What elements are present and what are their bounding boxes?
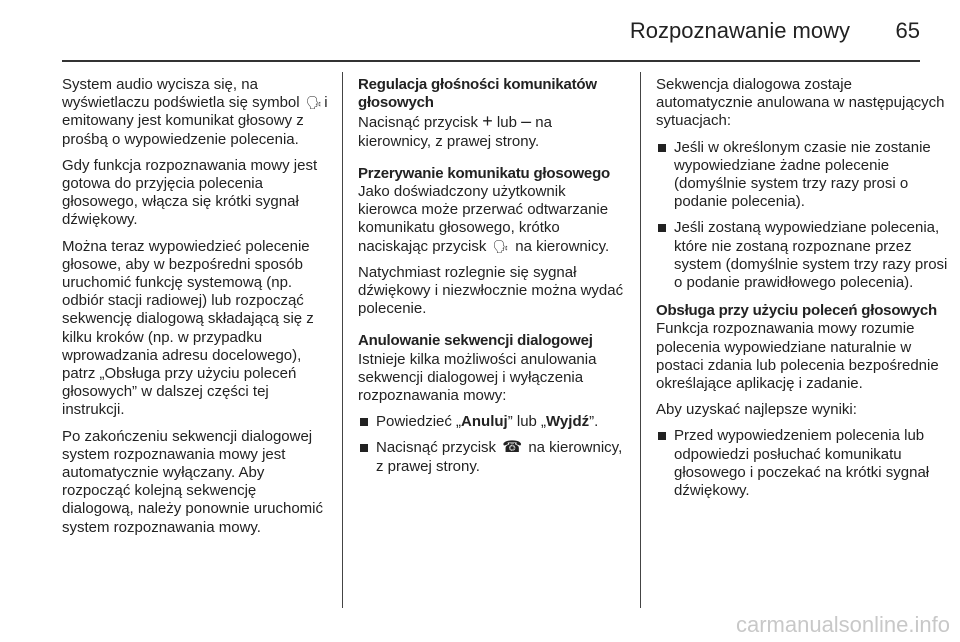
- list-item: Powiedzieć „Anuluj” lub „Wyjdź”.: [358, 413, 628, 431]
- paragraph: Jako doświadczony użytkownik kierowca może przerwać odtwarzanie komunikatu głosowego, krótko naciskając przycisk 🗣︎ na kierownicy.: [358, 183, 610, 255]
- section-heading: Regulacja głośności komunikatów głosowych: [358, 76, 597, 112]
- paragraph: Po zakończeniu sekwencji dialogowej system rozpoznawania mowy jest automatycznie wyłączany. Aby rozpocząć kolejną sekwencję dialogową, należy ponownie uruchomić system rozpoznawania mowy.: [62, 427, 323, 536]
- page-number: 65: [895, 18, 920, 43]
- page-header: [0, 0, 960, 60]
- paragraph: Istnieje kilka możliwości anulowania sekwencji dialogowej i wyłączenia rozpoznawania mowy:: [358, 350, 597, 405]
- paragraph: Natychmiast rozlegnie się sygnał dźwiękowy i niezwłocznie można wydać polecenie.: [358, 263, 624, 318]
- paragraph: Sekwencja dialogowa zostaje automatycznie anulowana w następujących sytuacjach:: [656, 76, 945, 130]
- paragraph: Funkcja rozpoznawania mowy rozumie polecenia wypowiedziane naturalnie w postaci zdania lub polecenia bezpośrednie określające aplikację i zadanie.: [656, 320, 939, 393]
- hang-up-icon: ☎︎: [502, 439, 523, 457]
- voice-icon: 🗣︎: [492, 238, 510, 254]
- voice-icon: 🗣︎: [305, 95, 323, 111]
- list-item: Nacisnąć przycisk ☎︎ na kierownicy, z prawej strony.: [358, 439, 628, 475]
- paragraph: Można teraz wypowiedzieć polecenie głosowe, aby w bezpośredni sposób uruchomić funkcję systemową (np. odbiór stacji radiowej) lub rozpocząć sekwencję dialogową składającą się z kilku kroków (np. w przypadku wprowadzania adresu docelowego), patrz „Obsługa przy użyciu poleceń głosowych” w dalszej części tej instrukcji.: [62, 237, 314, 419]
- column-2: [358, 76, 628, 486]
- plus-icon: +: [482, 111, 493, 132]
- column-1: [62, 76, 332, 545]
- column-divider: [640, 72, 641, 608]
- section-heading: Obsługa przy użyciu poleceń głosowych: [656, 302, 937, 320]
- bullet-list: [656, 139, 950, 293]
- page-title: Rozpoznawanie mowy: [629, 18, 850, 43]
- section-heading: Anulowanie sekwencji dialogowej: [358, 332, 593, 350]
- watermark: carmanualsonline.info: [735, 612, 950, 637]
- list-item: Przed wypowiedzeniem polecenia lub odpowiedzi posłuchać komunikatu głosowego i poczekać na krótki sygnał dźwiękowy.: [656, 427, 950, 500]
- paragraph: Nacisnąć przycisk + lub – na kierownicy, z prawej strony.: [358, 111, 552, 150]
- paragraph: Aby uzyskać najlepsze wyniki:: [656, 401, 857, 419]
- paragraph: Gdy funkcja rozpoznawania mowy jest gotowa do przyjęcia polecenia głosowego, włącza się krótki sygnał dźwiękowy.: [62, 156, 318, 229]
- column-divider: [342, 72, 343, 608]
- bullet-list: [656, 427, 950, 500]
- section-heading: Przerywanie komunikatu głosowego: [358, 164, 610, 182]
- header-rule: [62, 60, 920, 62]
- paragraph: System audio wycisza się, na wyświetlaczu podświetla się symbol 🗣︎ i emitowany jest komunikat głosowy z prośbą o wypowiedzenie polecenia.: [62, 76, 328, 148]
- minus-icon: –: [521, 111, 532, 132]
- list-item: Jeśli zostaną wypowiedziane polecenia, które nie zostaną rozpoznane przez system (domyślnie system trzy razy prosi o podanie prawidłowego polecenia).: [656, 219, 950, 292]
- column-3: [656, 76, 950, 510]
- bullet-list: [358, 413, 628, 476]
- list-item: Jeśli w określonym czasie nie zostanie wypowiedziane żadne polecenie (domyślnie system trzy razy prosi o podanie polecenia).: [656, 139, 950, 212]
